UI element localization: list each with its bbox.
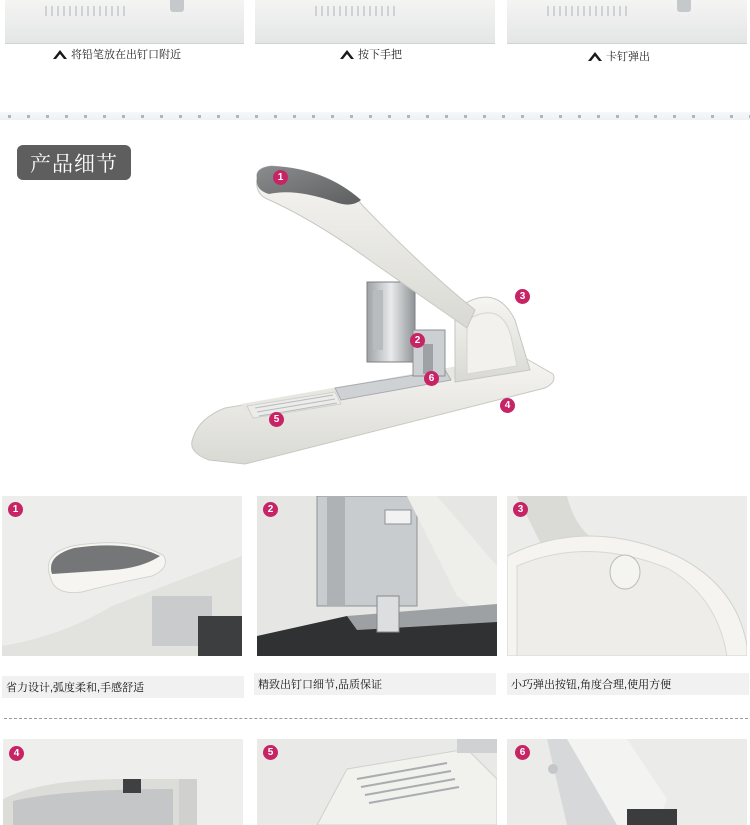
callout-number: 1: [273, 170, 288, 185]
chevron-up-icon: [587, 49, 603, 63]
callout-number: 5: [269, 412, 284, 427]
detail-photo-2: [257, 496, 497, 656]
dashed-divider: [4, 718, 748, 719]
step-caption-text: 按下手把: [358, 49, 402, 61]
detail-photo-3: [507, 496, 747, 656]
step-caption-text: 将铅笔放在出钉口附近: [71, 49, 181, 61]
step-caption-3: [587, 48, 650, 64]
step-caption-text: 卡钉弹出: [606, 51, 650, 63]
detail-photo-4: [3, 739, 243, 825]
detail-caption-1: 省力设计,弧度柔和,手感舒适: [2, 676, 244, 698]
chevron-up-icon: [52, 47, 68, 61]
step-caption-1: [52, 46, 181, 62]
step-photo-3: [507, 0, 747, 44]
step-caption-2: [339, 46, 402, 62]
detail-caption-3: 小巧弹出按钮,角度合理,使用方便: [507, 673, 749, 695]
stapler-drawing: [185, 160, 560, 470]
stapler-illustration: [185, 160, 560, 470]
step-photo-2: [255, 0, 495, 44]
step-photo-1: [5, 0, 244, 44]
detail-number: 6: [515, 745, 530, 760]
detail-photo-1: [2, 496, 242, 656]
detail-caption-2: 精致出钉口细节,品质保证: [254, 673, 496, 695]
section-title: 产品细节: [17, 145, 131, 180]
callout-number: 6: [424, 371, 439, 386]
detail-photo-6: [507, 739, 747, 825]
dotted-separator: [0, 112, 750, 120]
callout-number: 4: [500, 398, 515, 413]
detail-number: 4: [9, 746, 24, 761]
chevron-up-icon: [339, 47, 355, 61]
callout-number: 3: [515, 289, 530, 304]
detail-number: 5: [263, 745, 278, 760]
detail-number: 2: [263, 502, 278, 517]
callout-number: 2: [410, 333, 425, 348]
detail-number: 3: [513, 502, 528, 517]
detail-photo-5: [257, 739, 497, 825]
detail-number: 1: [8, 502, 23, 517]
